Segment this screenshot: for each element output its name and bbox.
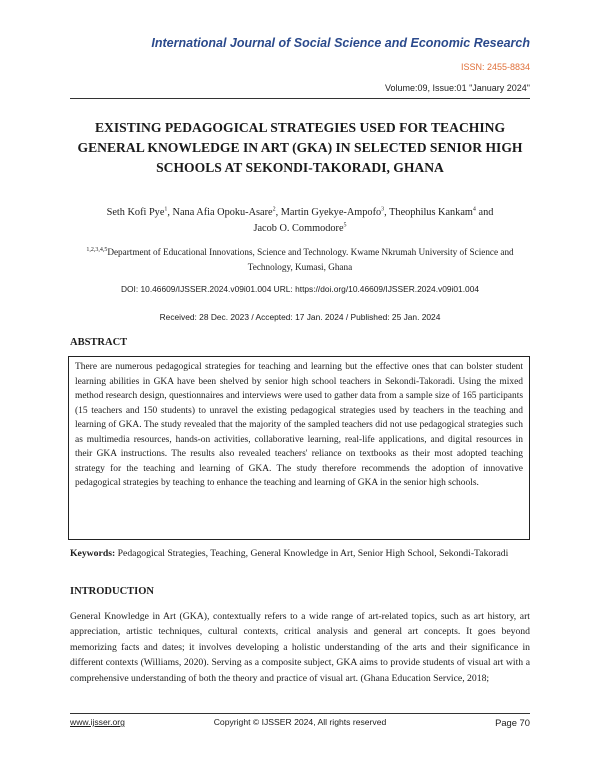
- author-separator: ,: [275, 207, 281, 218]
- journal-title: International Journal of Social Science and Economic Research: [151, 36, 530, 50]
- author-name: Nana Afia Opoku-Asare: [172, 207, 273, 218]
- author-name: Seth Kofi Pye: [106, 207, 165, 218]
- keywords-text: Pedagogical Strategies, Teaching, General Knowledge in Art, Senior High School, Sekondi-Takoradi: [117, 548, 509, 559]
- issn-label: ISSN: 2455-8834: [460, 62, 530, 72]
- title-line: EXISTING PEDAGOGICAL STRATEGIES USED FOR TEACHING: [94, 120, 506, 135]
- article-title: [70, 118, 530, 178]
- author-name: Martin Gyekye-Ampofo: [280, 207, 382, 218]
- author-separator: and: [475, 207, 494, 218]
- abstract-text: There are numerous pedagogical strategies for teaching and learning but the effective ones that can bolster student learning abilities in GKA have been shelved by senior high school teachers in Sekondi-Takoradi. Using the mixed method research design, questionnaires and interviews were used to gather data from a sample size of 165 participants (15 teachers and 150 students) to unravel the existing pedagogical strategies used by teachers in the teaching and learning of GKA. The study revealed that the majority of the sampled teachers did not use pedagogical strategies such as multimedia resources, hands-on activities, collaborative learning, real-life applications, and digital resources in their GKA instructions. The results also revealed teachers' reliance on textbooks as their most adopted teaching strategy for the teaching and learning of GKA. The study therefore recommends the adoption of innovative pedagogical strategies by teaching to enhance the teaching and learning of GKA in the senior high schools.: [75, 362, 523, 488]
- header-divider: [70, 98, 530, 99]
- author-name: Theophilus Kankam: [389, 207, 473, 218]
- doi-line: DOI: 10.46609/IJSSER.2024.v09i01.004 URL: https://doi.org/10.46609/IJSSER.2024.v09i01.004: [120, 284, 480, 294]
- title-line: GENERAL KNOWLEDGE IN ART (GKA) IN SELECTED SENIOR HIGH: [77, 140, 523, 155]
- volume-issue: Volume:09, Issue:01 "January 2024": [385, 83, 530, 93]
- author-sup: 3: [381, 206, 385, 213]
- author-separator: ,: [167, 207, 173, 218]
- page-number: Page 70: [495, 717, 530, 728]
- website-link[interactable]: www.ijsser.org: [70, 717, 125, 727]
- copyright: Copyright © IJSSER 2024, All rights reserved: [213, 717, 387, 727]
- author-sup: 5: [343, 222, 347, 229]
- footer-divider: [70, 713, 530, 714]
- author-sup: 1: [164, 206, 168, 213]
- affiliation-sup: 1,2,3,4,5: [86, 246, 108, 253]
- affiliation-text: Department of Educational Innovations, Science and Technology. Kwame Nkrumah University of Science and Technology, Kumasi, Ghana: [107, 247, 514, 272]
- keywords-label: Keywords:: [70, 548, 116, 559]
- author-separator: ,: [384, 207, 390, 218]
- affiliation: [70, 245, 530, 275]
- introduction-text: General Knowledge in Art (GKA), contextually refers to a wide range of art-related topics, such as art history, art appreciation, artistic techniques, cultural contexts, critical analysis and general art concepts. It goes beyond memorizing facts and dates; it involves developing a holistic understanding of the arts and their significance in different contexts (Williams, 2020). Serving as a composite subject, GKA aims to provide students of visual art with a comprehensive understanding of both the theory and practice of visual art. (Ghana Education Service, 2018;: [70, 611, 530, 684]
- author-name: Jacob O. Commodore: [253, 223, 344, 234]
- received-dates: Received: 28 Dec. 2023 / Accepted: 17 Jan. 2024 / Published: 25 Jan. 2024: [159, 312, 441, 322]
- author-list: [70, 205, 530, 237]
- author-sup: 4: [472, 206, 476, 213]
- keywords: [70, 546, 530, 561]
- introduction-heading: INTRODUCTION: [70, 586, 155, 597]
- author-sup: 2: [272, 206, 276, 213]
- title-line: SCHOOLS AT SEKONDI-TAKORADI, GHANA: [156, 160, 444, 175]
- page-footer: [70, 717, 530, 731]
- abstract-heading: ABSTRACT: [70, 337, 128, 348]
- abstract-box: [68, 356, 530, 540]
